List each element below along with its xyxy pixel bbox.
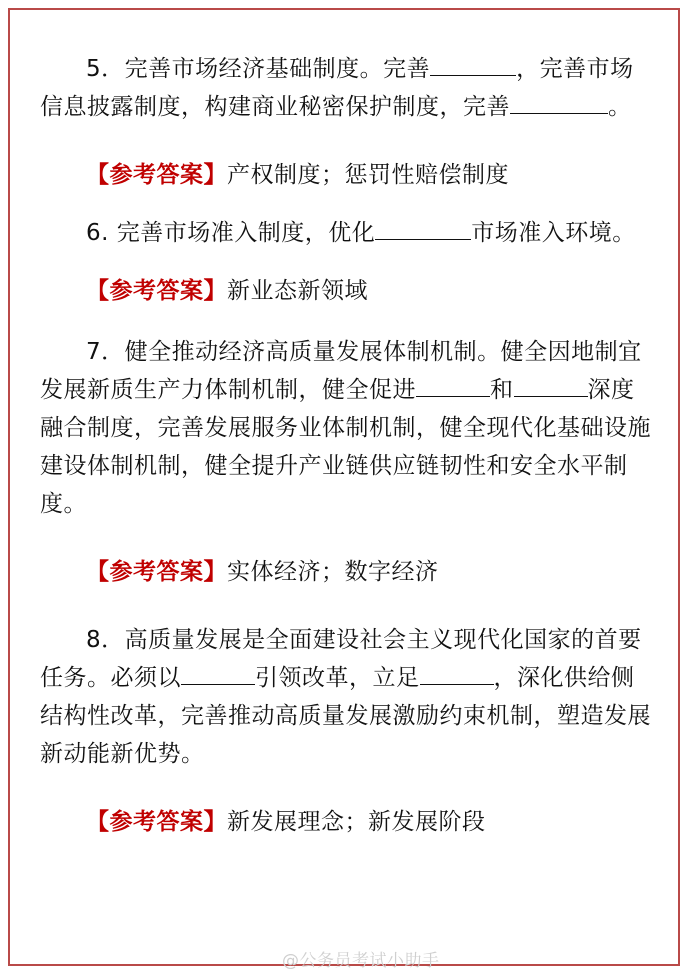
question-7-text-b: 和	[490, 377, 514, 403]
question-6-text-b: 市场准入环境。	[471, 220, 636, 246]
fill-blank	[514, 374, 588, 397]
answer-7	[40, 553, 654, 591]
answer-label: 【参考答案】	[86, 809, 227, 835]
question-6	[40, 214, 654, 252]
answer-8-text: 新发展理念；新发展阶段	[227, 809, 486, 835]
question-5-text-a: 完善市场经济基础制度。完善	[124, 56, 431, 82]
fill-blank	[420, 662, 494, 685]
question-5-number: 5．	[86, 56, 125, 82]
question-7-text-c: 深度融合制度，完善发展服务业体制机制，健全现代化基础设施建设体制机制，健全提升产业链供应链韧性和安全水平制度。	[40, 377, 651, 517]
question-5	[40, 50, 654, 126]
question-7	[40, 333, 654, 523]
question-7-number: 7．	[86, 339, 125, 365]
answer-7-text: 实体经济；数字经济	[227, 559, 439, 585]
watermark: @公务员考试小助手	[282, 951, 440, 971]
question-5-text-b: ，完善市场信息披露制度，构建商业秘密保护制度，完善	[40, 56, 634, 120]
fill-blank	[430, 53, 516, 76]
document-content	[40, 50, 654, 841]
fill-blank	[181, 662, 255, 685]
fill-blank	[416, 374, 490, 397]
question-8-text-b: 引领改革，立足	[255, 665, 420, 691]
answer-label: 【参考答案】	[86, 278, 227, 304]
answer-5	[40, 156, 654, 194]
question-8	[40, 621, 654, 773]
fill-blank	[510, 91, 608, 114]
question-6-number: 6.	[86, 220, 117, 246]
question-8-text-c: ，深化供给侧结构性改革，完善推动高质量发展激励约束机制，塑造发展新动能新优势。	[40, 665, 651, 767]
answer-label: 【参考答案】	[86, 162, 227, 188]
fill-blank	[375, 217, 471, 240]
question-7-text-a: 健全推动经济高质量发展体制机制。健全因地制宜发展新质生产力体制机制，健全促进	[40, 339, 642, 403]
answer-6-text: 新业态新领域	[227, 278, 368, 304]
answer-6	[40, 272, 654, 310]
question-5-text-c: 。	[608, 94, 632, 120]
answer-label: 【参考答案】	[86, 559, 227, 585]
question-8-number: 8．	[86, 627, 125, 653]
answer-5-text: 产权制度；惩罚性赔偿制度	[227, 162, 509, 188]
answer-8	[40, 803, 654, 841]
question-8-text-a: 高质量发展是全面建设社会主义现代化国家的首要任务。必须以	[40, 627, 642, 691]
question-6-text-a: 完善市场准入制度，优化	[116, 220, 376, 246]
